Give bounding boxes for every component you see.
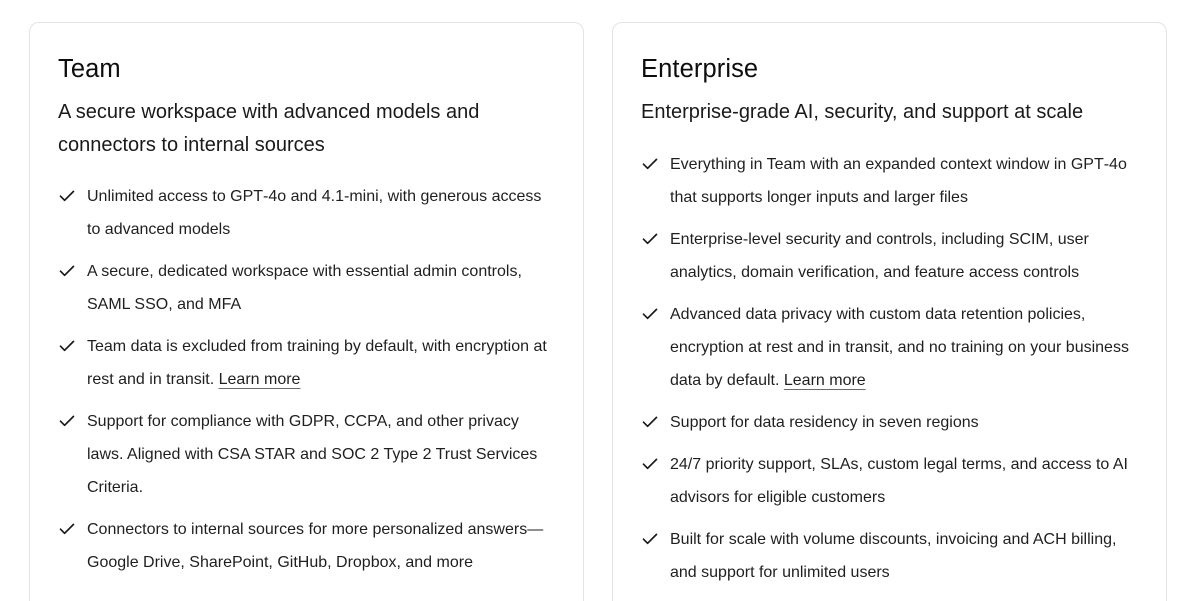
learn-more-link[interactable]: Learn more [783, 372, 866, 389]
team-plan-card [29, 22, 584, 601]
checkmark-icon [642, 414, 658, 430]
learn-more-link[interactable]: Learn more [218, 371, 301, 388]
plan-subtitle: Enterprise‑grade AI, security, and support at scale [641, 101, 1084, 123]
plan-title: Team [58, 55, 121, 83]
feature-item [58, 330, 555, 396]
checkmark-icon [642, 231, 658, 247]
feature-item [641, 148, 1138, 214]
checkmark-icon [642, 156, 658, 172]
checkmark-icon [59, 521, 75, 537]
feature-item [641, 523, 1138, 589]
feature-text: Connectors to internal sources for more personalized answers—Google Drive, SharePoint, GitHub, Dropbox, and more [87, 521, 544, 571]
plan-title: Enterprise [641, 55, 759, 83]
feature-item [641, 448, 1138, 514]
feature-text: Advanced data privacy with custom data retention policies, encryption at rest and in transit, and no training on your business data by default. [670, 306, 1129, 389]
enterprise-plan-card [612, 22, 1167, 601]
feature-text: Unlimited access to GPT‑4o and 4.1‑mini, with generous access to advanced models [87, 188, 542, 238]
checkmark-icon [642, 456, 658, 472]
feature-text: Support for compliance with GDPR, CCPA, and other privacy laws. Aligned with CSA STAR and SOC 2 Type 2 Trust Services Criteria. [87, 413, 538, 496]
feature-text: 24/7 priority support, SLAs, custom legal terms, and access to AI advisors for eligible customers [670, 456, 1128, 506]
feature-list [641, 148, 1138, 589]
feature-text: Built for scale with volume discounts, invoicing and ACH billing, and support for unlimited users [670, 531, 1117, 581]
feature-text: Support for data residency in seven regions [670, 414, 979, 431]
feature-item [58, 513, 555, 579]
plan-subtitle: A secure workspace with advanced models and connectors to internal sources [58, 101, 480, 156]
feature-item [58, 180, 555, 246]
feature-text: Everything in Team with an expanded context window in GPT‑4o that supports longer inputs and larger files [670, 156, 1127, 206]
checkmark-icon [59, 188, 75, 204]
feature-item [641, 298, 1138, 397]
checkmark-icon [642, 531, 658, 547]
checkmark-icon [59, 263, 75, 279]
feature-text: Enterprise‑level security and controls, including SCIM, user analytics, domain verification, and feature access controls [670, 231, 1089, 281]
feature-item [58, 255, 555, 321]
feature-list [58, 180, 555, 579]
feature-text: Team data is excluded from training by default, with encryption at rest and in transit. [87, 338, 547, 388]
checkmark-icon [59, 338, 75, 354]
feature-item [641, 406, 1138, 439]
feature-item [58, 405, 555, 504]
feature-item [641, 223, 1138, 289]
feature-text: A secure, dedicated workspace with essential admin controls, SAML SSO, and MFA [87, 263, 522, 313]
checkmark-icon [642, 306, 658, 322]
checkmark-icon [59, 413, 75, 429]
